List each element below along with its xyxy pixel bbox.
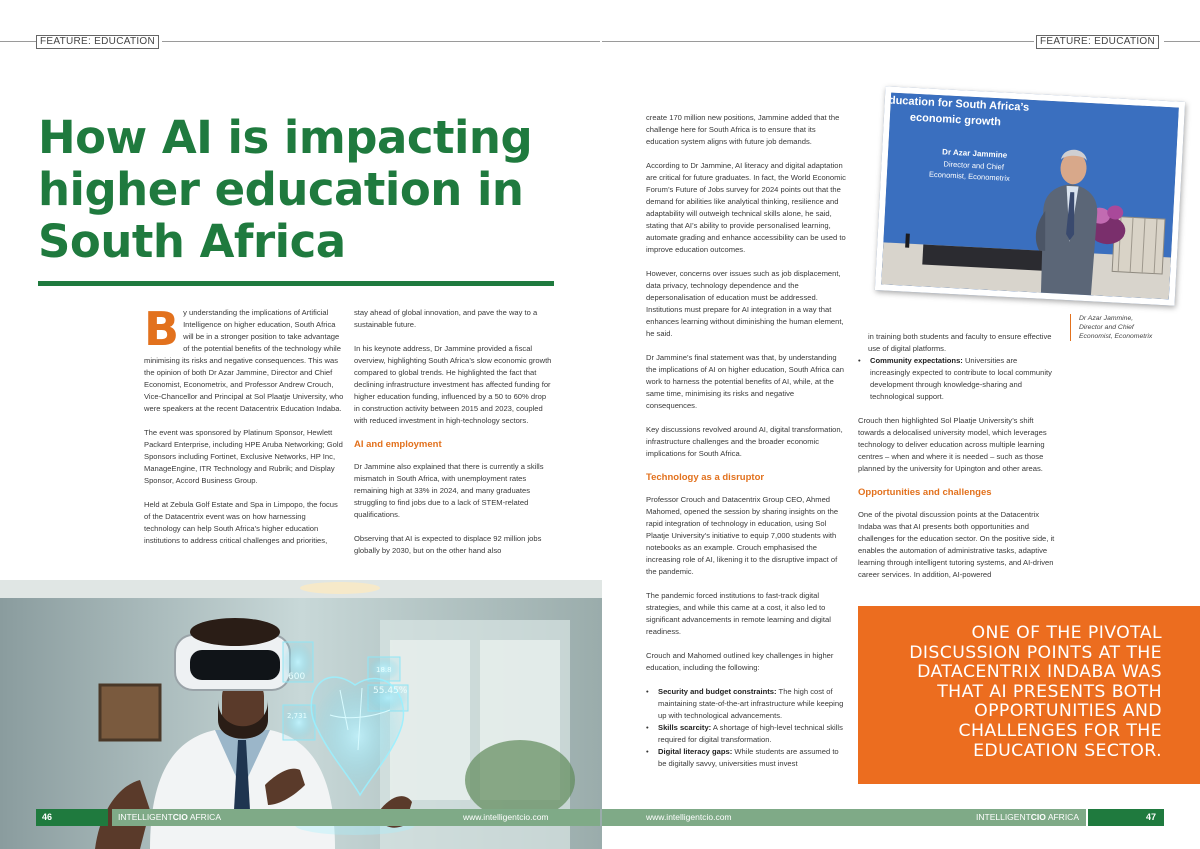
headline-line-2: higher education in: [38, 163, 524, 216]
holo-panel-18-8: 18.8: [376, 666, 392, 674]
pull-quote: ONE OF THE PIVOTAL DISCUSSION POINTS AT THE DATACENTRIX INDABA WAS THAT AI PRESENTS BOTH OPPORTUNITIES AND CHALLENGES FOR THE EDUCATION SECTOR.: [858, 606, 1200, 784]
feature-tag-left: FEATURE: EDUCATION: [36, 35, 159, 49]
headline-line-1: How AI is impacting: [38, 111, 533, 164]
feature-tag-right: FEATURE: EDUCATION: [1036, 35, 1159, 49]
photo-speaker-role-2: Economist, Econometrix: [928, 169, 1011, 183]
dropcap: B: [144, 302, 180, 356]
footer-brand-left: INTELLIGENTCIO AFRICA: [118, 812, 221, 822]
list-item: • Security and budget constraints: The high cost of maintaining state-of-the-art infrastructure while keeping up with technological advancements.: [646, 686, 846, 722]
subheading-technology-disruptor: Technology as a disruptor: [646, 472, 765, 483]
photo-banner-line-1: education for South Africa’s: [882, 94, 1030, 114]
article-column-3: [646, 112, 846, 782]
article-headline: [38, 112, 558, 268]
intro-paragraph: [144, 302, 344, 415]
expectations-list: [858, 355, 1056, 403]
paragraph: Dr Jammine’s final statement was that, by understanding the implications of AI on higher education, South Africa can work to harness the potential benefits of AI, while, at the same time, minimising its risks and negative consequences.: [646, 353, 844, 410]
paragraph: Professor Crouch and Datacentrix Group CEO, Ahmed Mahomed, opened the session by sharing insights on the rapid integration of technology in education, using Sol Plaatje University’s initiative to equip 7,000 students with notebooks as an example. Crouch emphasised the increasing role of AI, likening it to the disruptive impact of the pandemic.: [646, 495, 839, 576]
jammine-photo: [875, 86, 1185, 305]
article-column-1: [144, 302, 344, 559]
list-item: • Digital literacy gaps: While students are assumed to be digitally savvy, universities must invest: [646, 746, 846, 770]
list-item: • Community expectations: Universities are increasingly expected to contribute to local community development through knowledge-sharing and technological support.: [858, 355, 1056, 403]
photo-speaker-role-1: Director and Chief: [943, 159, 1005, 172]
challenges-list: [646, 686, 846, 770]
header-rule-middle-right: [602, 41, 1034, 42]
holo-panel-2731: 2,731: [287, 712, 308, 720]
article-column-2: [354, 307, 554, 569]
intro-text: y understanding the implications of Artificial Intelligence on higher education, South Africa will be in a stronger position to take advantage of the potential benefits of the technology while minimising its risks and negative consequences. This was the opinion of both Dr Azar Jammine, Director and Chief Economist, Econometrix, and Professor Andrew Crouch, Vice-Chancellor and Principal at Sol Plaatje University, who were speakers at the recent Datacentrix Education Indaba.: [144, 308, 344, 413]
paragraph: Observing that AI is expected to displace 92 million jobs globally by 2030, but on the other hand also: [354, 534, 542, 555]
paragraph: create 170 million new positions, Jammine added that the challenge here for South Africa is to ensure that its education system aligns with future job demands.: [646, 113, 840, 146]
caption-line: Director and Chief: [1079, 324, 1134, 331]
paragraph: In his keynote address, Dr Jammine provided a fiscal overview, highlighting South Africa’s slow economic growth compared to global trends. He highlighted the fact that declining infrastructure investment has affected funding for higher education funding, influenced by a 50 to 60% drop in construction activity between 2015 and 2023, coupled with reduced investment in high-technology sectors.: [354, 344, 552, 425]
photo-speaker-name: Dr Azar Jammine: [941, 147, 1008, 160]
footer-brand-right: INTELLIGENTCIO AFRICA: [976, 812, 1079, 822]
subheading-opportunities: Opportunities and challenges: [858, 487, 992, 498]
paragraph: Crouch and Mahomed outlined key challenges in higher education, including the following:: [646, 651, 834, 672]
paragraph: However, concerns over issues such as job displacement, data privacy, technology dependence and the depersonalisation of education must be addressed. Institutions must prepare for AI integration in a way that enhances learning without diminishing the human element, he said.: [646, 269, 844, 338]
photo-caption: [1070, 314, 1170, 341]
list-item: • Skills scarcity: A shortage of high-level technical skills required for digital transformation.: [646, 722, 846, 746]
paragraph: One of the pivotal discussion points at the Datacentrix Indaba was that AI presents both opportunities and challenges for the education sector. On the positive side, it enables the automation of administrative tasks, adaptive learning through intelligent tutoring systems, and AI-driven career services. In addition, AI-powered: [858, 510, 1055, 579]
headline-line-3: South Africa: [38, 215, 346, 268]
page-number-right: 47: [1088, 809, 1164, 826]
holo-panel-percentage: 55.45%: [373, 686, 408, 696]
caption-line: Dr Azar Jammine,: [1079, 315, 1134, 322]
paragraph: The event was sponsored by Platinum Sponsor, Hewlett Packard Enterprise, including HPE Aruba Networking; Gold Sponsors including Fortinet, Exclusive Networks, HP Inc, ManageEngine, ITR Technology and Rubrik; and Display Sponsor, Accord Business Group.: [144, 428, 343, 485]
paragraph: Dr Jammine also explained that there is currently a skills mismatch in South Africa, with unemployment rates remaining high at 33% in 2024, and many graduates struggling to find jobs due to a lack of STEM-related qualifications.: [354, 462, 544, 519]
footer-url-right[interactable]: www.intelligentcio.com: [646, 812, 732, 822]
paragraph: stay ahead of global innovation, and pave the way to a sustainable future.: [354, 308, 538, 329]
article-column-4: [858, 331, 1056, 593]
headline-underline: [38, 281, 554, 286]
subheading-ai-employment: AI and employment: [354, 439, 442, 450]
paragraph: Held at Zebula Golf Estate and Spa in Limpopo, the focus of the Datacentrix event was on how harnessing technology can help South Africa’s higher education institutions to address critical challenges and priorities,: [144, 500, 338, 545]
paragraph: Crouch then highlighted Sol Plaatje University’s shift towards a delocalised university model, which leverages technology to deliver education across multiple learning centres – when and where it is needed – such as those planned by the university for Upington and other areas.: [858, 416, 1047, 473]
footer-url-left[interactable]: www.intelligentcio.com: [463, 812, 549, 822]
header-rule-right: [1164, 41, 1200, 42]
paragraph: Key discussions revolved around AI, digital transformation, infrastructure challenges and the broader economic implications for South Africa.: [646, 425, 843, 458]
photo-banner-line-2: economic growth: [909, 111, 1002, 129]
paragraph: in training both students and faculty to ensure effective use of digital platforms.: [868, 332, 1052, 353]
paragraph: The pandemic forced institutions to fast-track digital strategies, and while this came at a cost, it also led to significant advancements in remote learning and digital readiness.: [646, 591, 831, 636]
header-rule-left: [0, 41, 36, 42]
holo-panel-600: 600: [288, 672, 306, 682]
paragraph: According to Dr Jammine, AI literacy and digital adaptation are critical for future graduates. In fact, the World Economic Forum’s Future of Jobs survey for 2024 points out that the demand for abilities like analytical thinking, resilience and adaptability will outweigh technical skills alone, he said, stating that AI’s ability to provide personalised learning, automate grading and enhance accessibility can be used to improve education outcomes.: [646, 161, 846, 254]
header-rule-middle-left: [162, 41, 600, 42]
caption-line: Economist, Econometrix: [1079, 333, 1153, 340]
page-number-left: 46: [36, 809, 108, 826]
